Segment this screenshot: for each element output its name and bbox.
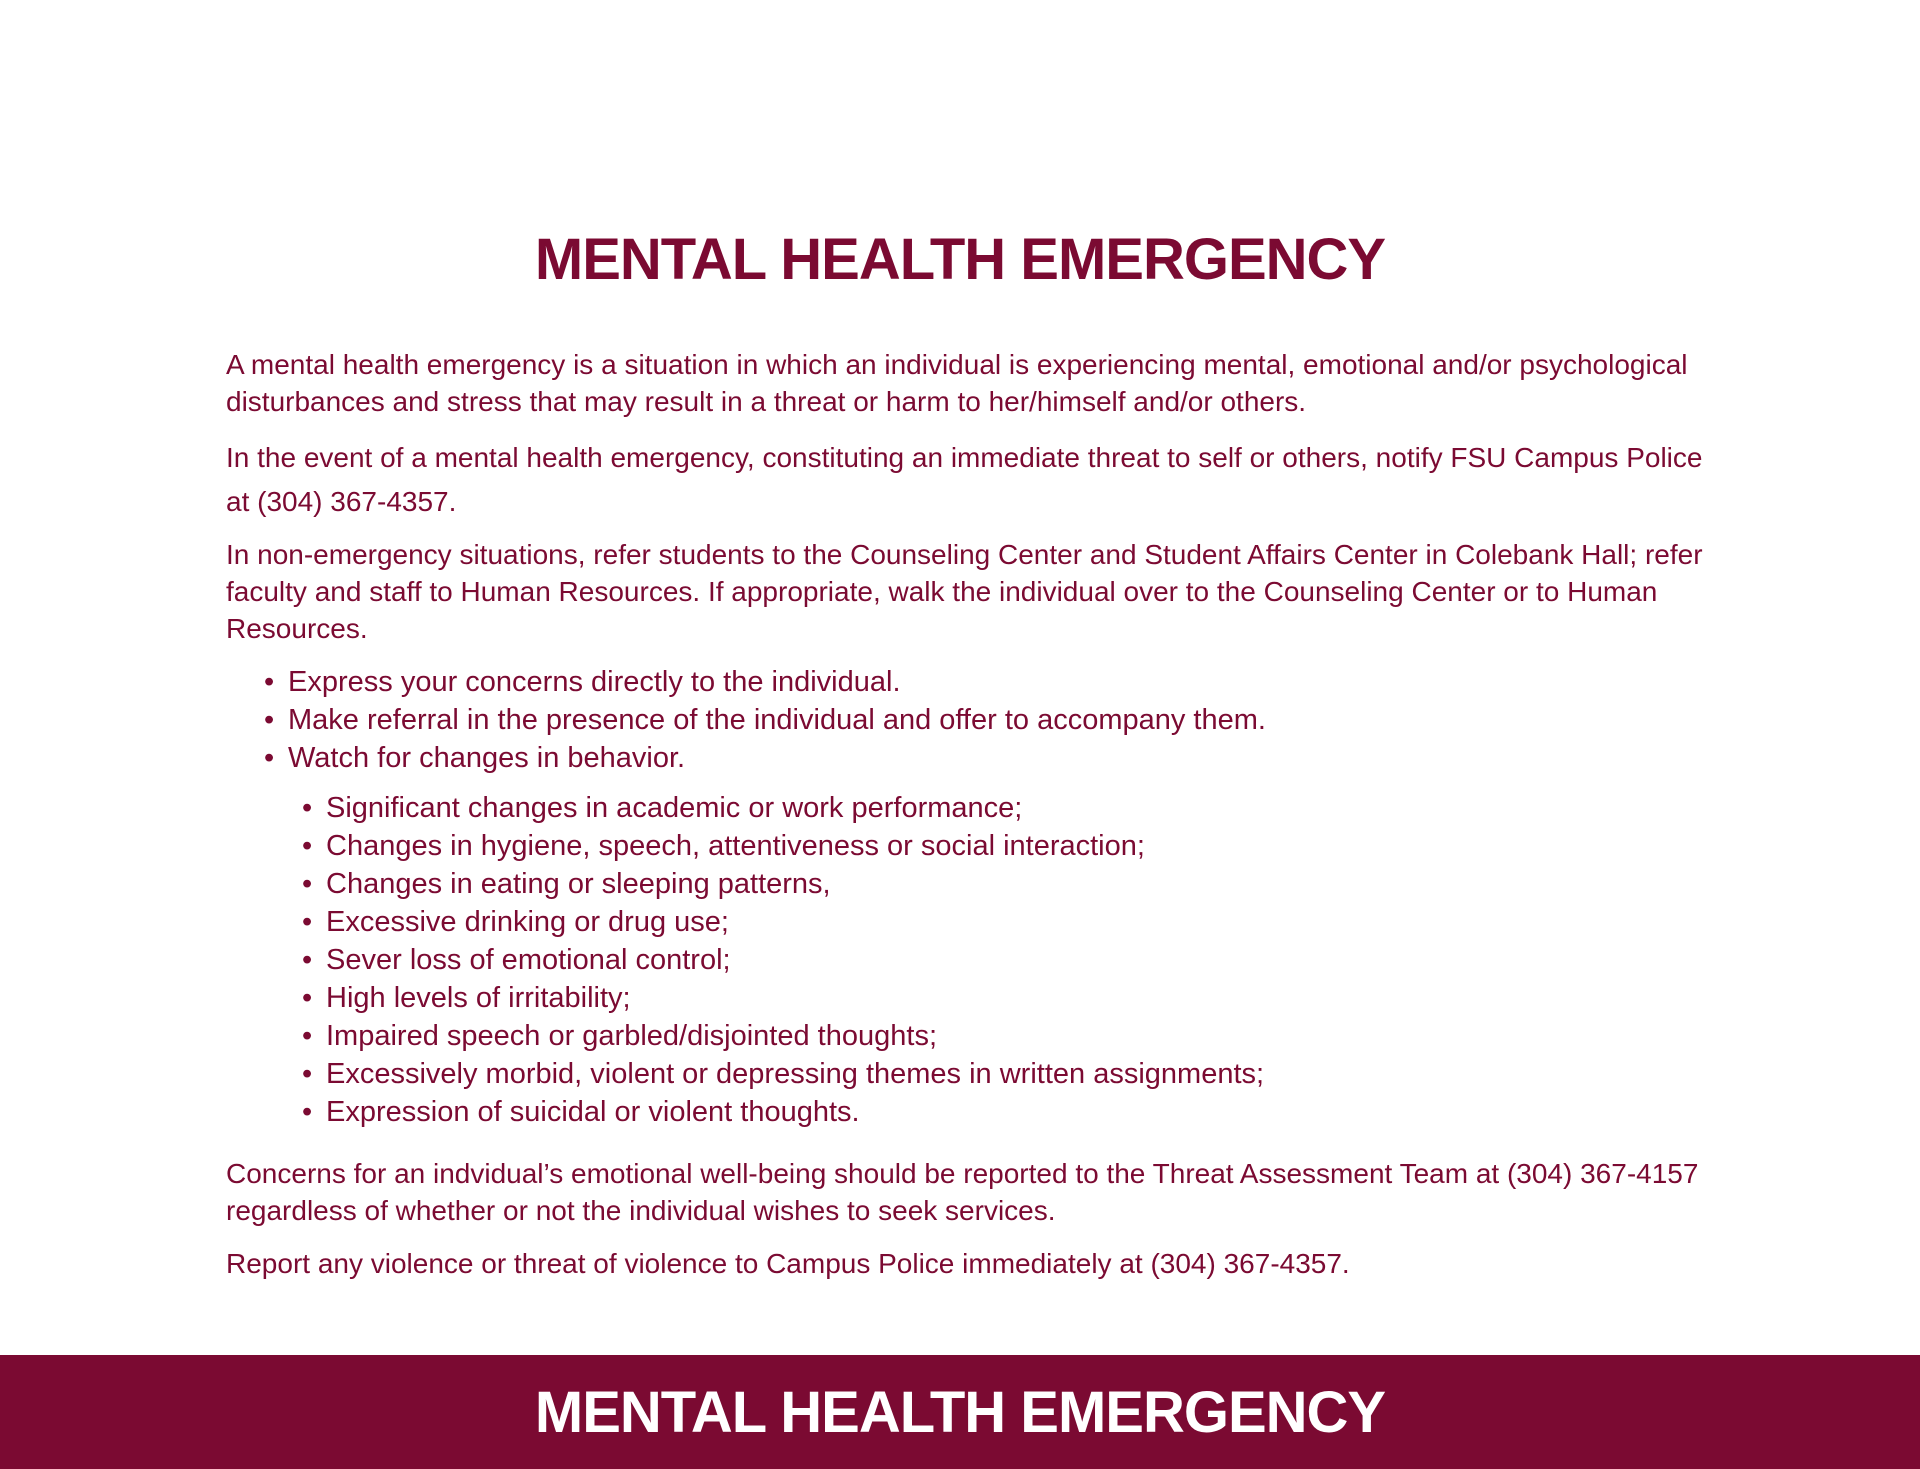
list-item [302,865,1716,903]
list-item-text: Changes in eating or sleeping patterns, [326,868,831,900]
list-item [302,1055,1716,1093]
list-item-text: Excessively morbid, violent or depressing themes in written assignments; [326,1058,1265,1090]
list-item [302,789,1716,827]
non-emergency-paragraph: In non-emergency situations, refer students to the Counseling Center and Student Affairs Center in Colebank Hall; refer faculty and staff to Human Resources. If appropriate, walk the individual over to the Counseling Center or to Human Resources. [226,539,1703,644]
behavior-changes-list [302,789,1716,1131]
list-item-text: Sever loss of emotional control; [326,944,731,976]
list-item-text: Watch for changes in behavior. [288,742,686,774]
list-item [302,941,1716,979]
document-body [226,346,1716,1298]
list-item [302,1017,1716,1055]
list-item-text: Make referral in the presence of the individual and offer to accompany them. [288,704,1266,736]
bullet-icon: • [302,792,313,824]
bullet-icon: • [264,666,275,698]
bullet-icon: • [302,1020,313,1052]
bullet-icon: • [264,742,275,774]
action-list [264,663,1716,777]
bullet-icon: • [264,704,275,736]
list-item [302,979,1716,1017]
threat-assessment-paragraph: Concerns for an indvidual’s emotional well-being should be reported to the Threat Assessment Team at (304) 367-4157 regardless of whether or not the individual wishes to seek services. [226,1158,1699,1226]
emergency-notice-paragraph: In the event of a mental health emergency, constituting an immediate threat to self or others, notify FSU Campus Police at (304) 367-4357. [226,442,1703,517]
list-item [264,663,1716,701]
intro-paragraph: A mental health emergency is a situation in which an individual is experiencing mental, emotional and/or psychological disturbances and stress that may result in a threat or harm to her/himself and/or others. [226,349,1688,417]
bullet-icon: • [302,1096,313,1128]
list-item [302,827,1716,865]
list-item [264,701,1716,739]
bullet-icon: • [302,1058,313,1090]
list-item [302,1093,1716,1131]
list-item-text: Excessive drinking or drug use; [326,906,729,938]
list-item-text: Impaired speech or garbled/disjointed thoughts; [326,1020,937,1052]
bullet-icon: • [302,982,313,1014]
footer-title: MENTAL HEALTH EMERGENCY [534,1380,1386,1445]
list-item-text: Significant changes in academic or work performance; [326,792,1023,824]
bullet-icon: • [302,906,313,938]
list-item [264,739,1716,777]
list-item-text: Changes in hygiene, speech, attentiveness or social interaction; [326,830,1145,862]
bullet-icon: • [302,868,313,900]
list-item-text: Expression of suicidal or violent thoughts. [326,1096,860,1128]
list-item [302,903,1716,941]
bullet-icon: • [302,944,313,976]
page-title: MENTAL HEALTH EMERGENCY [534,227,1386,292]
footer-banner [0,1355,1920,1469]
report-violence-paragraph: Report any violence or threat of violence to Campus Police immediately at (304) 367-4357. [226,1248,1350,1279]
list-item-text: Express your concerns directly to the individual. [288,666,901,698]
bullet-icon: • [302,830,313,862]
list-item-text: High levels of irritability; [326,982,631,1014]
